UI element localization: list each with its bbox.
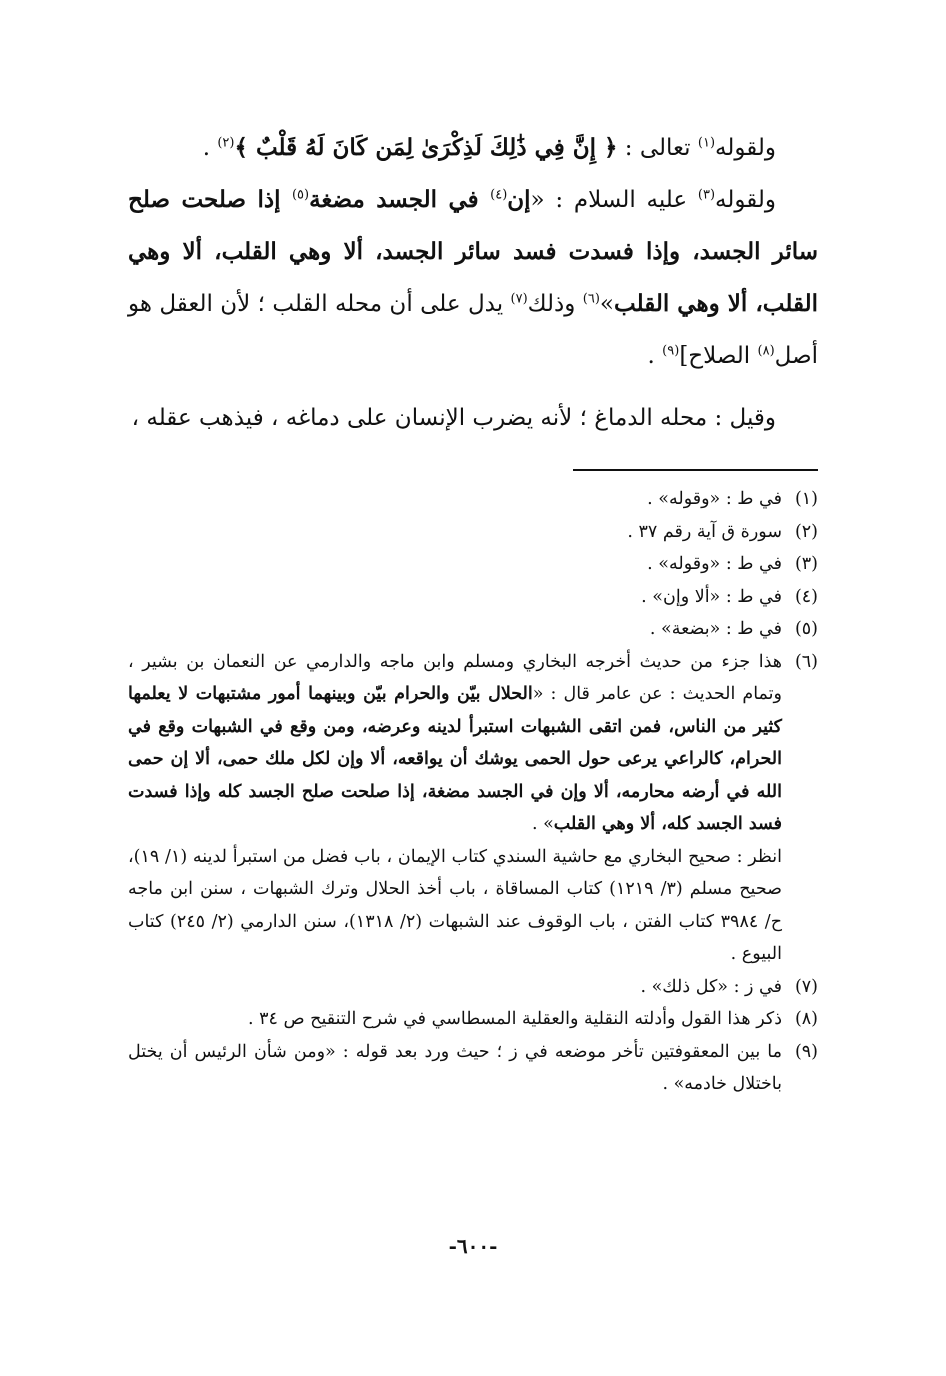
footnote-9 (128, 1036, 818, 1101)
footnote-text (128, 646, 782, 971)
page-number: -٦٠٠- (448, 1234, 498, 1258)
paragraph-brain-opinion: وقيل : محله الدماغ ؛ لأنه يضرب الإنسان على دماغه ، فيذهب عقله ، (131, 405, 776, 431)
footnote-ref-7: (٧) (510, 291, 528, 307)
footnote-number: (٥) (794, 619, 818, 639)
footnote-number: (٤) (794, 586, 818, 607)
footnote-number: (٨) (794, 1009, 818, 1029)
footnote-number: (٣) (794, 554, 818, 574)
footnote-ref-6: (٦) (582, 291, 600, 307)
hadith-text: إذا صلحت صلح سائر الجسد، وإذا فسدت فسد سائر الجسد، ألا وهي القلب، ألا وهي القلب، ألا وهي القلب (128, 186, 818, 317)
footnote-references: انظر : صحيح البخاري مع حاشية السندي كتاب الإيمان ، باب فضل من استبرأ لدينه (١/ ١٩)، صحيح مسلم (٣/ ١٢١٩) كتاب المساقاة ، باب أخذ الحلال وترك الشبهات ، سنن ابن ماجه ح/ ٣٩٨٤ كتاب الفتن ، باب الوقوف عند الشبهات (٢/ ١٣١٨)، سنن الدارمي (٢/ ٢٤٥) كتاب البيوع . (128, 846, 783, 964)
footnote-text: في ز : «كل ذلك» . (640, 976, 782, 997)
footnote-2 (128, 516, 818, 549)
footnote-number: (٦) (794, 651, 818, 672)
footnotes (128, 483, 818, 1101)
footnote-number: (٩) (794, 1041, 818, 1062)
footnote-text: سورة ق آية رقم ٣٧ . (627, 521, 782, 542)
footnote-ref-5: (٥) (291, 187, 310, 203)
paragraph-quran-citation: ولقوله$^{(١)}$ تعالى : ﴿ إِنَّ فِي ذَٰلِكَ لَذِكْرَىٰ لِمَن كَانَ لَهُ قَلْبٌ ﴾$^{(٢)}$ . (202, 134, 776, 161)
footnote-ref-3: (٣) (697, 187, 716, 203)
footnote-text: ما بين المعقوفتين تأخر موضعه في ز ؛ حيث ورد بعد قوله : «ومن شأن الرئيس أن يختل باختلال خادمه» . (128, 1041, 782, 1094)
footnote-number: (١) (794, 489, 818, 509)
hadith-text-start: إن (507, 186, 531, 213)
footnote-ref-9: (٩) (662, 343, 680, 359)
footnote-text: ذكر هذا القول وأدلته النقلية والعقلية المسطاسي في شرح التنقيح ص ٣٤ . (247, 1009, 782, 1029)
footnote-ref-8: (٨) (757, 343, 775, 359)
footnote-hadith-paragraph: هذا جزء من حديث أخرجه البخاري ومسلم وابن ماجه والدارمي عن النعمان بن بشير ، وتمام الحديث : عن عامر قال : «الحلال بيّن والحرام بيّن وبينهما أمور مشتبهات لا يعلمها كثير من الناس، فمن اتقى الشبهات استبرأ لدينه وعرضه، ومن وقع في الشبهات وقع في الحرام، كالراعي يرعى حول الحمى يوشك أن يواقعه، ألا وإن لكل ملك حمى، ألا إن حمى الله في أرضه محارمه، ألا وإن في الجسد مضغة، إذا صلحت صلح الجسد كله وإذا فسدت فسد الجسد كله، ألا وهي القلب» . (128, 651, 783, 834)
footnote-text: في ط : «بضعة» . (649, 619, 782, 639)
footnote-ref-1: (١) (697, 135, 716, 151)
paragraph-hadith: ولقوله$^{(٣)}$ عليه السلام : «إن$^{(٤)}$ في الجسد مضغة$^{(٥)}$ إذا صلحت صلح سائر الجسد، وإذا فسدت فسد سائر الجسد، ألا وهي القلب، ألا وهي القلب، ألا وهي القلب»$^{(٦)}$ وذلك$^{(٧)}$ يدل على أن محله القلب ؛ لأن العقل هو أصل$^{(٨)}$ الصلاح]$^{(٩)}$ . (128, 186, 818, 369)
footnote-text: في ط : «وقوله» . (647, 489, 782, 509)
footnote-ref-4: (٤) (490, 187, 508, 203)
main-text (128, 122, 818, 444)
footnote-8 (128, 1003, 818, 1036)
footnote-ref-2: (٢) (217, 135, 235, 151)
quran-verse: ﴿ إِنَّ فِي ذَٰلِكَ لَذِكْرَىٰ لِمَن كَانَ لَهُ قَلْبٌ ﴾ (234, 134, 618, 161)
footnote-6 (128, 646, 818, 971)
footnote-7 (128, 971, 818, 1004)
footnote-text: في ط : «ألا وإن» . (641, 586, 782, 607)
footnote-1 (128, 483, 818, 516)
footnote-3 (128, 548, 818, 581)
footnote-number: (٢) (794, 521, 818, 542)
footnote-hadith-text: الحلال بيّن والحرام بيّن وبينهما أمور مشتبهات لا يعلمها كثير من الناس، فمن اتقى الشبهات استبرأ لدينه وعرضه، ومن وقع في الشبهات وقع في الحرام، كالراعي يرعى حول الحمى يوشك أن يواقعه، ألا وإن لكل ملك حمى، ألا إن حمى الله في أرضه محارمه، ألا وإن في الجسد مضغة، إذا صلحت صلح الجسد كله وإذا فسدت فسد الجسد كله، ألا وهي القلب (128, 684, 783, 834)
footnote-5 (128, 613, 818, 646)
footnote-divider (573, 469, 818, 471)
footnote-number: (٧) (794, 976, 818, 997)
footnote-text: في ط : «وقوله» . (647, 554, 782, 574)
footnote-4 (128, 581, 818, 614)
